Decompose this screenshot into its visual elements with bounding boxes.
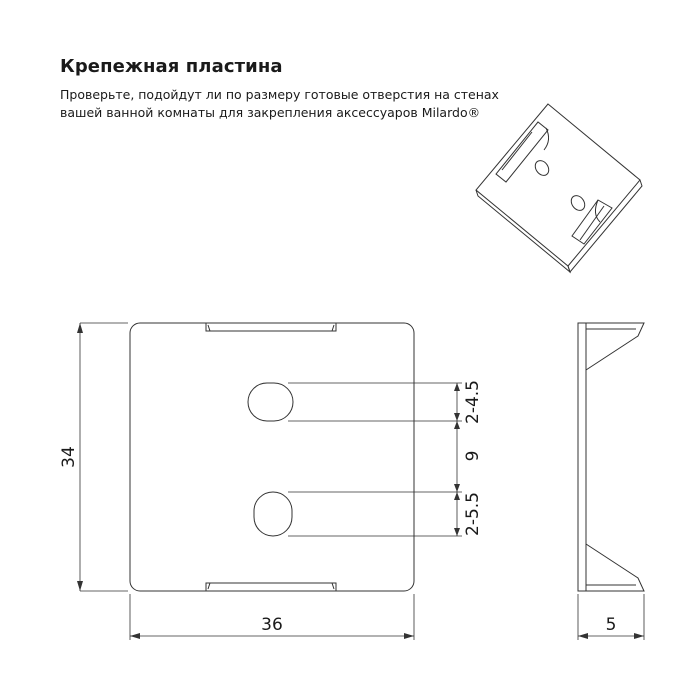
dimension-width-label: 36: [261, 615, 283, 635]
description-line-2: вашей ванной комнаты для закрепления аксессуаров Milardo®: [60, 105, 481, 120]
dimension-hole-spacing-label: 9: [463, 450, 483, 462]
dimension-depth-label: 5: [605, 615, 617, 635]
front-view: [130, 323, 414, 591]
dimension-hole-top-label: 2-4.5: [463, 380, 483, 424]
page-title: Крепежная пластина: [60, 56, 283, 77]
mounting-hole-bottom: [254, 492, 292, 536]
mounting-hole-top: [248, 383, 293, 421]
description-line-1: Проверьте, подойдут ли по размеру готовые отверстия на стенах: [60, 87, 499, 102]
isometric-view: [476, 104, 642, 272]
dimension-height-label: 34: [59, 446, 79, 468]
side-view: [578, 323, 644, 591]
plate-outline: [130, 323, 414, 591]
dimension-hole-bottom-label: 2-5.5: [463, 492, 483, 536]
